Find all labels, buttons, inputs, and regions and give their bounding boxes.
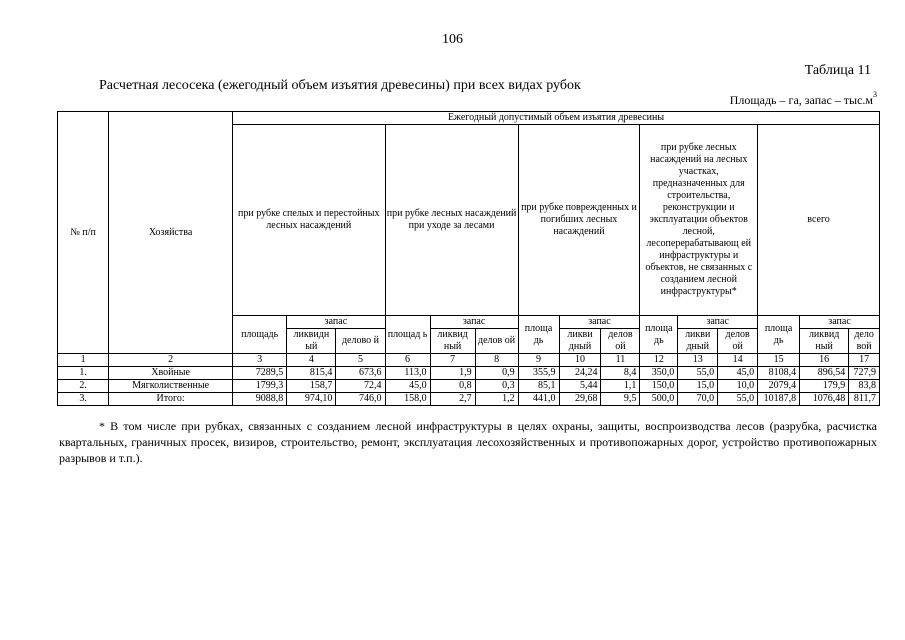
header-liquid: ликви дный bbox=[559, 329, 601, 354]
header-stock: запас bbox=[287, 316, 385, 329]
cell-value: 1076,48 bbox=[800, 393, 849, 406]
column-number: 10 bbox=[559, 354, 601, 367]
cell-value: 179,9 bbox=[800, 380, 849, 393]
cell-value: 974,10 bbox=[287, 393, 336, 406]
row-number: 2. bbox=[58, 380, 109, 393]
header-business: делов ой bbox=[718, 329, 758, 354]
cell-value: 673,6 bbox=[336, 367, 385, 380]
cell-value: 811,7 bbox=[849, 393, 880, 406]
cell-value: 727,9 bbox=[849, 367, 880, 380]
header-area: площа дь bbox=[758, 316, 800, 354]
cell-value: 1,9 bbox=[430, 367, 475, 380]
header-business: дело вой bbox=[849, 329, 880, 354]
table-row bbox=[58, 380, 880, 393]
header-stock: запас bbox=[800, 316, 880, 329]
column-number: 4 bbox=[287, 354, 336, 367]
cell-value: 441,0 bbox=[518, 393, 559, 406]
header-business: делов ой bbox=[601, 329, 640, 354]
cell-value: 5,44 bbox=[559, 380, 601, 393]
cell-value: 55,0 bbox=[678, 367, 718, 380]
cell-value: 2,7 bbox=[430, 393, 475, 406]
row-farm: Итого: bbox=[109, 393, 233, 406]
column-number-row bbox=[58, 354, 880, 367]
cell-value: 1,2 bbox=[475, 393, 518, 406]
cell-value: 72,4 bbox=[336, 380, 385, 393]
column-number: 16 bbox=[800, 354, 849, 367]
cell-value: 896,54 bbox=[800, 367, 849, 380]
cell-value: 24,24 bbox=[559, 367, 601, 380]
header-num: № п/п bbox=[58, 112, 109, 354]
header-liquid: ликвид ный bbox=[430, 329, 475, 354]
column-number: 2 bbox=[109, 354, 233, 367]
header-liquid: ликвид ный bbox=[800, 329, 849, 354]
header-group: при рубке спелых и перестойных лесных насаждений bbox=[233, 125, 386, 316]
cell-value: 15,0 bbox=[678, 380, 718, 393]
cell-value: 70,0 bbox=[678, 393, 718, 406]
row-number: 1. bbox=[58, 367, 109, 380]
cell-value: 113,0 bbox=[385, 367, 430, 380]
header-group: при рубке поврежденных и погибших лесных насаждений bbox=[518, 125, 640, 316]
header-stock: запас bbox=[678, 316, 758, 329]
cell-value: 158,7 bbox=[287, 380, 336, 393]
cell-value: 85,1 bbox=[518, 380, 559, 393]
row-farm: Хвойные bbox=[109, 367, 233, 380]
column-number: 11 bbox=[601, 354, 640, 367]
cell-value: 45,0 bbox=[385, 380, 430, 393]
cell-value: 9088,8 bbox=[233, 393, 287, 406]
header-stock: запас bbox=[430, 316, 518, 329]
harvest-table bbox=[57, 111, 880, 406]
header-stock: запас bbox=[559, 316, 640, 329]
table-row-total bbox=[58, 393, 880, 406]
header-area: площа дь bbox=[518, 316, 559, 354]
cell-value: 150,0 bbox=[640, 380, 678, 393]
units-superscript: 3 bbox=[873, 90, 877, 99]
row-number: 3. bbox=[58, 393, 109, 406]
column-number: 12 bbox=[640, 354, 678, 367]
cell-value: 0,9 bbox=[475, 367, 518, 380]
cell-value: 7289,5 bbox=[233, 367, 287, 380]
cell-value: 1,1 bbox=[601, 380, 640, 393]
column-number: 3 bbox=[233, 354, 287, 367]
cell-value: 0,8 bbox=[430, 380, 475, 393]
cell-value: 45,0 bbox=[718, 367, 758, 380]
cell-value: 2079,4 bbox=[758, 380, 800, 393]
row-farm: Мягколиственные bbox=[109, 380, 233, 393]
cell-value: 29,68 bbox=[559, 393, 601, 406]
column-number: 5 bbox=[336, 354, 385, 367]
column-number: 17 bbox=[849, 354, 880, 367]
column-number: 8 bbox=[475, 354, 518, 367]
table-label: Таблица 11 bbox=[804, 63, 871, 78]
cell-value: 158,0 bbox=[385, 393, 430, 406]
column-number: 14 bbox=[718, 354, 758, 367]
header-liquid: ликвидн ый bbox=[287, 329, 336, 354]
column-number: 6 bbox=[385, 354, 430, 367]
column-number: 1 bbox=[58, 354, 109, 367]
cell-value: 1799,3 bbox=[233, 380, 287, 393]
header-group: при рубке лесных насаждений на лесных участках, предназначенных для строительства, реконструкции и эксплуатации объектов лесной, лесоперерабатывающ ей инфраструктуры и объектов, не связанных с созданием лесной инфраструктуры* bbox=[640, 125, 758, 316]
cell-value: 9,5 bbox=[601, 393, 640, 406]
footnote: * В том числе при рубках, связанных с созданием лесной инфраструктуры в целях охраны, защиты, воспроизводства лесов (разрубка, расчистка квартальных, граничных просек, визиров, строительство, ремонт, эксплуатация лесохозяйственных и противопожарных дорог, устройство противопожарных разрывов и т.п.). bbox=[59, 419, 877, 465]
cell-value: 10,0 bbox=[718, 380, 758, 393]
cell-value: 10187,8 bbox=[758, 393, 800, 406]
column-number: 9 bbox=[518, 354, 559, 367]
column-number: 15 bbox=[758, 354, 800, 367]
header-area: площад ь bbox=[385, 316, 430, 354]
cell-value: 746,0 bbox=[336, 393, 385, 406]
header-business: делов ой bbox=[475, 329, 518, 354]
page-number: 106 bbox=[442, 32, 463, 47]
header-group: всего bbox=[758, 125, 880, 316]
header-business: делово й bbox=[336, 329, 385, 354]
header-annual: Ежегодный допустимый объем изъятия древесины bbox=[233, 112, 880, 125]
cell-value: 355,9 bbox=[518, 367, 559, 380]
cell-value: 350,0 bbox=[640, 367, 678, 380]
cell-value: 83,8 bbox=[849, 380, 880, 393]
header-area: площадь bbox=[233, 316, 287, 354]
header-group: при рубке лесных насаждений при уходе за лесами bbox=[385, 125, 518, 316]
cell-value: 8108,4 bbox=[758, 367, 800, 380]
table-row bbox=[58, 367, 880, 380]
units-note bbox=[729, 90, 877, 108]
document-title: Расчетная лесосека (ежегодный объем изъятия древесины) при всех видах рубок bbox=[99, 78, 581, 93]
cell-value: 815,4 bbox=[287, 367, 336, 380]
header-farm: Хозяйства bbox=[109, 112, 233, 354]
cell-value: 8,4 bbox=[601, 367, 640, 380]
column-number: 7 bbox=[430, 354, 475, 367]
cell-value: 55,0 bbox=[718, 393, 758, 406]
cell-value: 0,3 bbox=[475, 380, 518, 393]
header-liquid: ликви дный bbox=[678, 329, 718, 354]
cell-value: 500,0 bbox=[640, 393, 678, 406]
header-area: площа дь bbox=[640, 316, 678, 354]
column-number: 13 bbox=[678, 354, 718, 367]
units-text: Площадь – га, запас – тыс.м bbox=[729, 93, 873, 107]
